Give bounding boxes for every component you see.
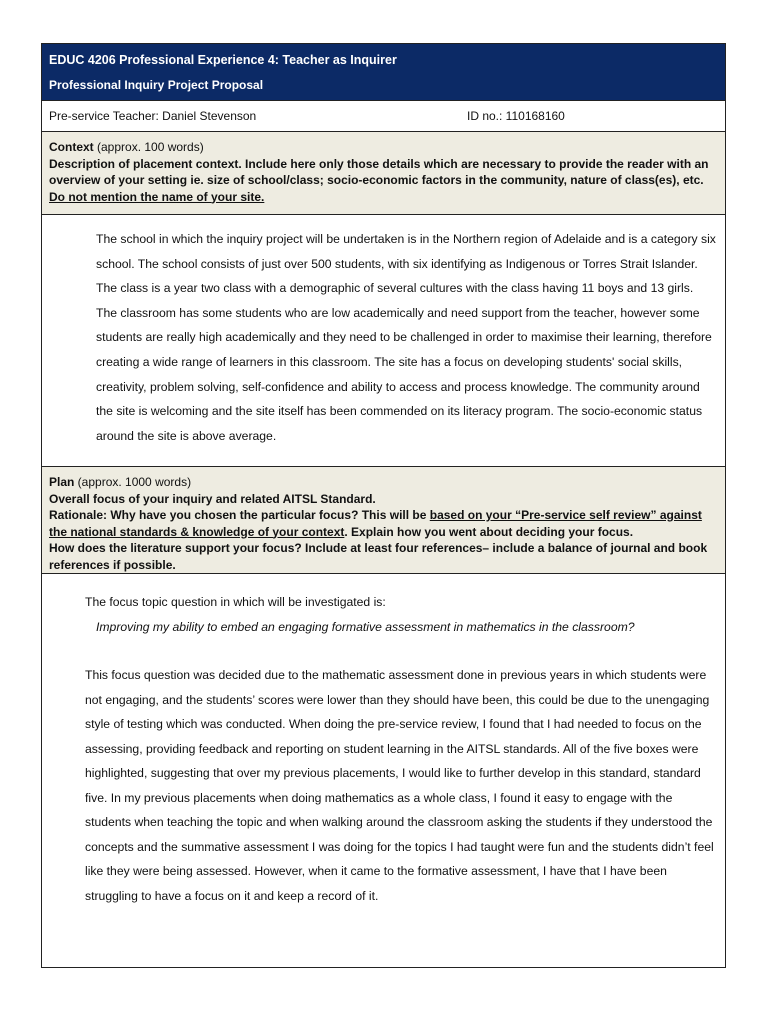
plan-heading-note: (approx. 1000 words) bbox=[74, 475, 192, 489]
plan-paragraph: This focus question was decided due to the mathematic assessment done in previous years in which students were not engaging, and the students’ scores were lower than they should have been, this could be due to the unengaging style of testing which was conducted. When doing the pre-service review, I found that I had needed to focus on the assessing, providing feedback and reporting on student learning in the AITSL standards. All of the five boxes were highlighted, suggesting that over my previous placements, I would like to further develop in this standard, standard five. In my previous placements when doing mathematics as a whole class, I found it easy to engage with the students when teaching the topic and when walking around the classroom asking the students if they understood the concepts and the summative assessment I was doing for the topics I had taught were fun and the students didn’t feel like they were being assessed. However, when it came to the formative assessment, I have that I have been struggling to have a focus on it and keep a record of it. bbox=[85, 668, 714, 903]
document-header bbox=[42, 44, 725, 101]
focus-question: Improving my ability to embed an engaging formative assessment in mathematics in the classroom? bbox=[96, 619, 635, 634]
context-heading: Context bbox=[49, 140, 94, 154]
document-title: Professional Inquiry Project Proposal bbox=[49, 78, 264, 92]
teacher-id: ID no.: 110168160 bbox=[467, 109, 565, 123]
plan-rationale bbox=[49, 507, 718, 540]
plan-heading: Plan bbox=[49, 475, 75, 489]
plan-instructions bbox=[42, 467, 725, 574]
plan-rationale-b: . Explain how you went about deciding your focus. bbox=[344, 524, 634, 539]
plan-intro: The focus topic question in which will be investigated is: bbox=[85, 595, 386, 609]
context-warning: Do not mention the name of your site. bbox=[49, 189, 265, 204]
teacher-name: Pre-service Teacher: Daniel Stevenson bbox=[49, 109, 257, 123]
plan-focus-line: Overall focus of your inquiry and related AITSL Standard. bbox=[49, 491, 376, 506]
plan-rationale-underlined: based on your “Pre-service self review” against the national standards & knowledge of your context bbox=[49, 508, 702, 539]
context-heading-note: (approx. 100 words) bbox=[93, 140, 204, 154]
plan-rationale-a: Rationale: Why have you chosen the particular focus? This will be bbox=[49, 508, 430, 522]
plan-literature-line: How does the literature support your focus? Include at least four references– include a balance of journal and book references if possible. bbox=[49, 541, 708, 572]
plan-body bbox=[42, 574, 725, 967]
context-instructions bbox=[42, 132, 725, 215]
context-instruction: Description of placement context. Include here only those details which are necessary to provide the reader with an overview of your setting ie. size of school/class; socio-economic factors in the community, nature of class(es), etc. bbox=[49, 156, 709, 187]
proposal-document bbox=[41, 43, 726, 968]
teacher-row bbox=[42, 101, 725, 132]
context-body bbox=[42, 215, 725, 467]
course-title: EDUC 4206 Professional Experience 4: Teacher as Inquirer bbox=[49, 53, 397, 67]
context-paragraph: The school in which the inquiry project will be undertaken is in the Northern region of Adelaide and is a category six school. The school consists of just over 500 students, with six identifying as Indigenous or Torres Strait Islander. The class is a year two class with a demographic of several cultures with the class having 11 boys and 13 girls. The classroom has some students who are low academically and need support from the teacher, however some students are really high academically and they need to be challenged in order to maximise their learning, therefore creating a wide range of learners in this classroom. The site has a focus on developing students' social skills, creativity, problem solving, self-confidence and ability to access and process knowledge. The community around the site is welcoming and the site itself has been commended on its literacy program. The socio-economic status around the site is above average. bbox=[96, 232, 716, 443]
